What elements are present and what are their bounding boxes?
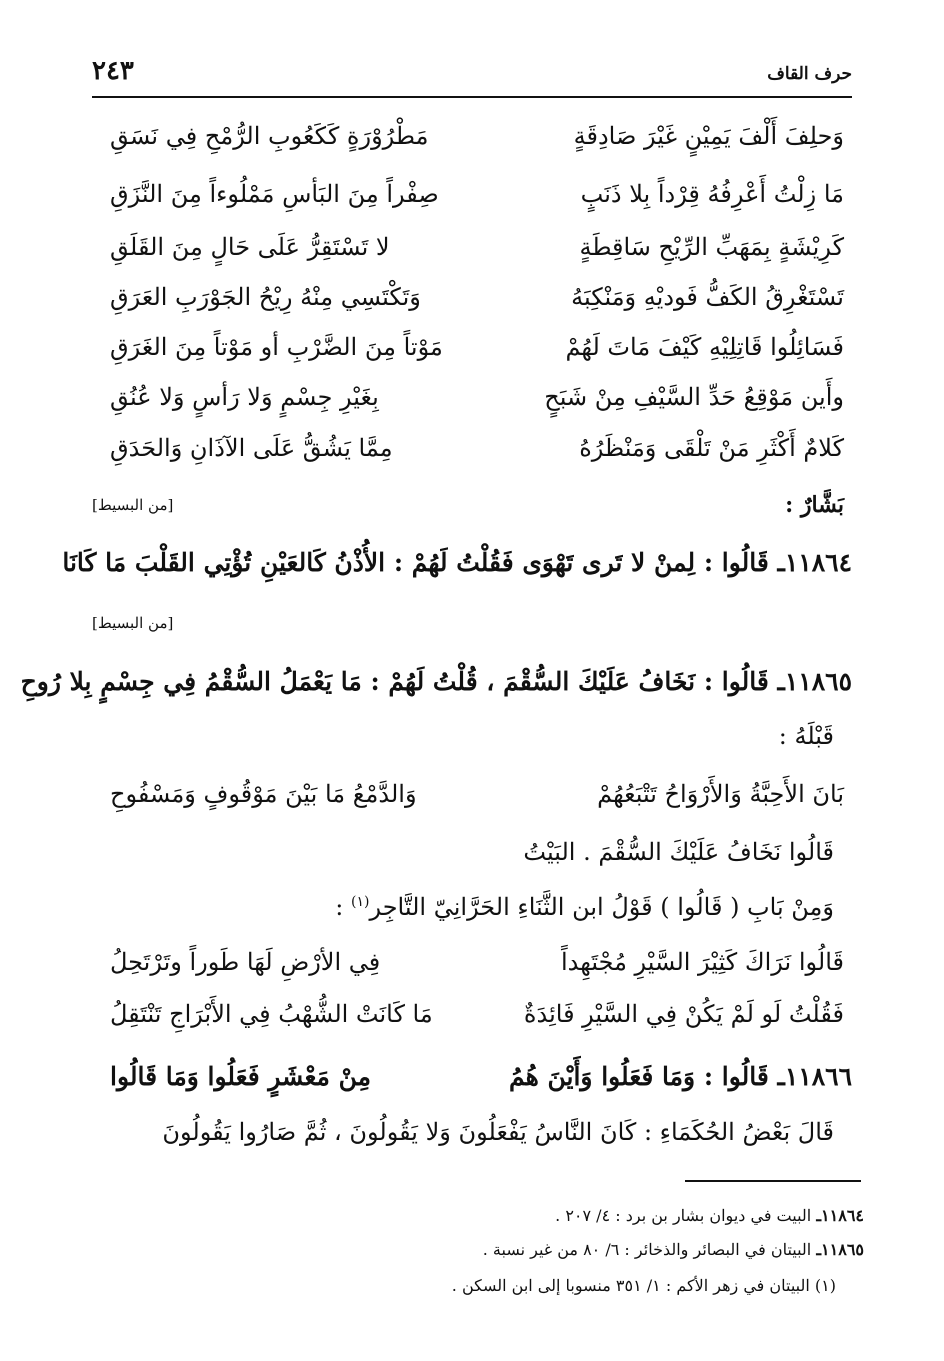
- first-hemistich: فَسَائِلُوا قَاتِلِيْهِ كَيْفَ مَاتَ لَهُمْ: [565, 333, 844, 361]
- first-hemistich: قَالُوا نَرَاكَ كَثِيْرَ السَّيْرِ مُجْتَهِداً: [561, 948, 844, 976]
- footnote: [452, 1276, 836, 1295]
- first-hemistich: كَرِيْشَةٍ بِمَهَبِّ الرِّيْحِ سَاقِطَةٍ: [579, 233, 844, 261]
- footnote-text: البيتان في زهر الأكم : ١/ ٣٥١ منسوبا إلى ابن السكن .: [451, 1276, 810, 1295]
- second-hemistich: مَا كَانَتْ الشُّهْبُ فِي الأَبْرَاجِ تَنْتَقِلُ: [110, 1000, 433, 1028]
- footnote: [555, 1206, 864, 1225]
- poem-verse: [110, 948, 844, 1000]
- entry-11866: [110, 1062, 852, 1114]
- second-hemistich: مَطْرُوْرَةٍ كَكَعُوبِ الرُّمْحِ فِي نَسَقِ: [110, 122, 429, 150]
- entry-11865: [21, 667, 852, 696]
- meter-label: [من البسيط]: [92, 614, 174, 632]
- second-hemistich: صِفْراً مِنَ البَأسِ مَمْلُوءاً مِنَ النَّزَقِ: [110, 180, 439, 208]
- entry-text: قَالُوا : وَمَا فَعَلُوا وَأَيْنَ هُمُ: [508, 1062, 769, 1091]
- footnote-marker: (١): [351, 894, 370, 910]
- first-hemistich: مَا زِلْتُ أَعْرِفُهُ قِرْداً بِلا ذَنَبٍ: [580, 180, 844, 208]
- page-number: ٢٤٣: [92, 56, 134, 86]
- poem-verse: [110, 780, 844, 832]
- entry-number: ١١٨٦٥ـ: [777, 667, 852, 696]
- poet-attribution: بَشَّارٌ :: [785, 492, 844, 518]
- second-hemistich: مَوْتاً مِنَ الضَّرْبِ أو مَوْتاً مِنَ الغَرَقِ: [110, 333, 443, 361]
- entry-text: قَالُوا : لِمنْ لا تَرى تَهْوَى فَقُلْتُ لَهُمْ : الأُذْنُ كَالعَيْنِ تُؤْتِي القَلْبَ مَا كَانَا: [62, 548, 769, 577]
- poem-verse: [110, 434, 844, 486]
- meter-label: [من البسيط]: [92, 496, 174, 514]
- second-hemistich: مِمَّا يَشُقُّ عَلَى الآذَانِ وَالحَدَقِ: [110, 434, 393, 462]
- second-hemistich: لا تَسْتَقِرُّ عَلَى حَالٍ مِنَ القَلَقِ: [110, 233, 390, 261]
- first-hemistich: فَقُلْتُ لَو لَمْ يَكُنْ فِي السَّيْرِ فَائِدَةٌ: [523, 1000, 844, 1028]
- chapter-title: حرف القاف: [767, 64, 852, 84]
- verse-reference: قَالُوا نَخَافُ عَلَيْكَ السُّقْمَ . البَيْتُ: [523, 838, 834, 866]
- bab-text: وَمِنْ بَابِ ( قَالُوا ) قَوْلُ ابن الثَّنَاءِ الحَرَّانِيّ التَّاجِر: [369, 893, 834, 921]
- bab-colon: :: [335, 893, 344, 921]
- footnote-number: (١): [814, 1276, 836, 1295]
- prose-paragraph: قَالَ بَعْضُ الحُكَمَاءِ : كَانَ النَّاسُ يَفْعَلُونَ وَلا يَقُولُونَ ، ثُمَّ صَارُوا يَقُولُونَ: [162, 1118, 834, 1146]
- second-hemistich: فِي الأرْضِ لَهَا طَوراً وتَرْتَحِلُ: [110, 948, 381, 976]
- footnote-text: البيتان في البصائر والذخائر : ٦/ ٨٠ من غير نسبة .: [482, 1240, 812, 1259]
- poem-verse: [110, 122, 844, 174]
- entry-second-hemistich: مِنْ مَعْشَرٍ فَعَلُوا وَمَا قَالُوا: [110, 1062, 372, 1091]
- poem-verse: [110, 333, 844, 385]
- qablahu-label: قَبْلَهُ :: [778, 722, 834, 750]
- footnote-number: ١١٨٦٥ـ: [816, 1240, 864, 1259]
- second-hemistich: وَتَكْتَسِي مِنْهُ رِيْحُ الجَوْرَبِ العَرَقِ: [110, 283, 421, 311]
- second-hemistich: بِغَيْرِ جِسْمٍ وَلا رَأسٍ وَلا عُنُقِ: [110, 383, 379, 411]
- entry-first-hemistich: [509, 1062, 852, 1091]
- page-header: [92, 52, 852, 98]
- poem-verse: [110, 383, 844, 435]
- footnote-number: ١١٨٦٤ـ: [816, 1206, 864, 1225]
- entry-number: ١١٨٦٤ـ: [777, 548, 852, 577]
- footnote: [483, 1240, 864, 1259]
- poem-verse: [110, 1000, 844, 1052]
- poem-verse: [110, 180, 844, 232]
- first-hemistich: وَحلِفَ أَلْفَ يَمِيْنٍ غَيْرَ صَادِقَةٍ: [573, 122, 844, 150]
- poem-verse: [110, 233, 844, 285]
- entry-number: ١١٨٦٦ـ: [777, 1062, 852, 1091]
- footnote-text: البيت في ديوان بشار بن برد : ٤/ ٢٠٧ .: [555, 1206, 812, 1225]
- first-hemistich: تَسْتَغْرِقُ الكَفُّ فَوديْهِ وَمَنْكِبَهُ: [571, 283, 844, 311]
- first-hemistich: وأَين مَوْقِعُ حَدِّ السَّيْفِ مِنْ شَبَحٍ: [544, 383, 844, 411]
- entry-11864: [62, 548, 852, 577]
- entry-text: قَالُوا : نَخَافُ عَلَيْكَ السُّقْمَ ، قُلْتُ لَهُمْ : مَا يَعْمَلُ السُّقْمُ فِي جِسْمٍ بِلا رُوحِ: [20, 667, 769, 696]
- footnote-rule: [685, 1180, 861, 1182]
- header-rule: [92, 96, 852, 98]
- poem-verse: [110, 283, 844, 335]
- first-hemistich: كَلامٌ أَكْثَرِ مَنْ تَلْقَى وَمَنْظَرُهُ: [579, 434, 844, 462]
- bab-line: [335, 893, 834, 921]
- first-hemistich: بَانَ الأَحِبَّةُ وَالأَرْوَاحُ تَتْبَعُهُمْ: [597, 780, 844, 808]
- second-hemistich: وَالدَّمْعُ مَا بَيْنَ مَوْقُوفٍ وَمَسْفُوحِ: [110, 780, 417, 808]
